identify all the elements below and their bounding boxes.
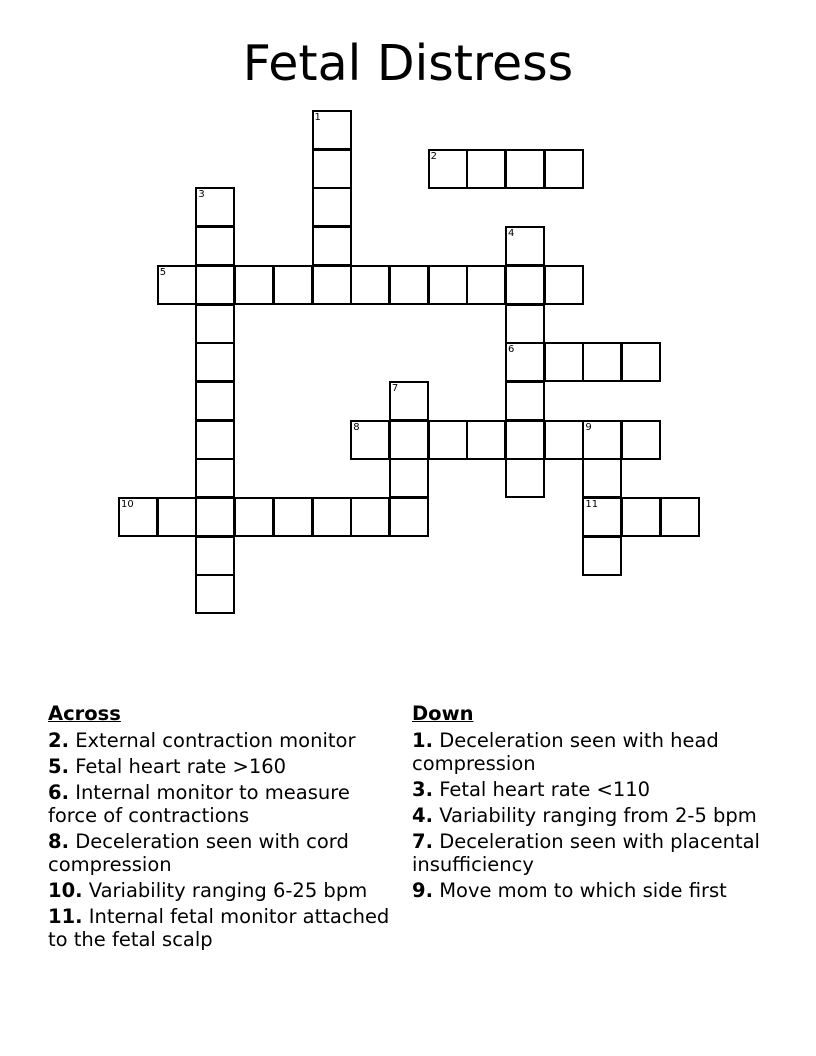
grid-cell[interactable]: [312, 265, 352, 305]
grid-cell[interactable]: [505, 304, 545, 344]
grid-cell[interactable]: [312, 110, 352, 150]
grid-cell[interactable]: [505, 265, 545, 305]
grid-cell[interactable]: [389, 420, 429, 460]
grid-cell[interactable]: [389, 497, 429, 537]
grid-cell[interactable]: [312, 497, 352, 537]
clue-down-4: 4. Variability ranging from 2-5 bpm: [412, 804, 757, 827]
down-clues: [412, 702, 762, 905]
cell-number: 7: [391, 382, 399, 394]
grid-cell[interactable]: [195, 187, 235, 227]
grid-cell[interactable]: [312, 149, 352, 189]
grid-cell[interactable]: [350, 265, 390, 305]
grid-cell[interactable]: [621, 497, 661, 537]
grid-cell[interactable]: [157, 265, 197, 305]
clue-down-9: 9. Move mom to which side first: [412, 879, 727, 902]
grid-cell[interactable]: [466, 149, 506, 189]
grid-cell[interactable]: [389, 458, 429, 498]
grid-cell[interactable]: [312, 187, 352, 227]
grid-cell[interactable]: [544, 420, 584, 460]
grid-cell[interactable]: [505, 342, 545, 382]
down-heading: Down: [412, 702, 474, 725]
grid-cell[interactable]: [195, 458, 235, 498]
grid-cell[interactable]: [505, 226, 545, 266]
clue-across-11: 11. Internal fetal monitor attached to the fetal scalp: [48, 905, 390, 951]
grid-cell[interactable]: [273, 265, 313, 305]
clue-down-3: 3. Fetal heart rate <110: [412, 778, 651, 801]
cell-number: 3: [198, 189, 205, 201]
grid-cell[interactable]: [350, 497, 390, 537]
grid-cell[interactable]: [505, 420, 545, 460]
grid-cell[interactable]: [582, 342, 622, 382]
grid-cell[interactable]: [273, 497, 313, 537]
clue-across-8: 8. Deceleration seen with cord compression: [48, 830, 349, 876]
grid-cell[interactable]: [428, 420, 468, 460]
grid-cell[interactable]: [582, 497, 622, 537]
grid-cell[interactable]: [466, 265, 506, 305]
grid-cell[interactable]: [544, 265, 584, 305]
grid-cell[interactable]: [582, 536, 622, 576]
grid-cell[interactable]: [195, 304, 235, 344]
clue-across-10: 10. Variability ranging 6-25 bpm: [48, 879, 368, 902]
cell-number: 6: [508, 344, 515, 356]
grid-cell[interactable]: [195, 381, 235, 421]
grid-cell[interactable]: [195, 265, 235, 305]
grid-cell[interactable]: [389, 381, 429, 421]
grid-cell[interactable]: [195, 497, 235, 537]
grid-cell[interactable]: [195, 420, 235, 460]
grid-cell[interactable]: [505, 381, 545, 421]
clue-across-5: 5. Fetal heart rate >160: [48, 755, 287, 778]
clue-across-6: 6. Internal monitor to measure force of contractions: [48, 781, 350, 827]
grid-cell[interactable]: [582, 420, 622, 460]
cell-number: 4: [508, 228, 515, 240]
across-clues: [48, 702, 393, 954]
grid-cell[interactable]: [195, 226, 235, 266]
puzzle-title: Fetal Distress: [242, 35, 574, 92]
clue-down-1: 1. Deceleration seen with head compression: [412, 729, 719, 775]
grid-cell[interactable]: [505, 458, 545, 498]
grid-cell[interactable]: [195, 536, 235, 576]
cell-number: 2: [430, 150, 437, 162]
cell-number: 5: [159, 266, 167, 278]
cell-number: 10: [121, 499, 134, 510]
cell-number: 11: [585, 499, 599, 510]
grid-cell[interactable]: [234, 265, 274, 305]
grid-cell[interactable]: [312, 226, 352, 266]
grid-cell[interactable]: [195, 574, 235, 614]
cell-number: 8: [353, 421, 360, 433]
cell-number: 9: [585, 421, 592, 433]
grid-cell[interactable]: [466, 420, 506, 460]
clue-across-2: 2. External contraction monitor: [48, 729, 356, 752]
grid-cell[interactable]: [621, 342, 661, 382]
across-heading: Across: [48, 702, 121, 725]
grid-cell[interactable]: [195, 342, 235, 382]
grid-cell[interactable]: [234, 497, 274, 537]
clue-down-7: 7. Deceleration seen with placental insufficiency: [412, 830, 760, 876]
grid-cell[interactable]: [621, 420, 661, 460]
grid-cell[interactable]: [660, 497, 700, 537]
grid-cell[interactable]: [544, 149, 584, 189]
grid-cell[interactable]: [157, 497, 197, 537]
grid-cell[interactable]: [544, 342, 584, 382]
grid-cell[interactable]: [428, 149, 468, 189]
grid-cell[interactable]: [350, 420, 390, 460]
grid-cell[interactable]: [118, 497, 158, 537]
grid-cell[interactable]: [428, 265, 468, 305]
grid-cell[interactable]: [505, 149, 545, 189]
cell-number: 1: [314, 112, 321, 123]
grid-cell[interactable]: [582, 458, 622, 498]
grid-cell[interactable]: [389, 265, 429, 305]
